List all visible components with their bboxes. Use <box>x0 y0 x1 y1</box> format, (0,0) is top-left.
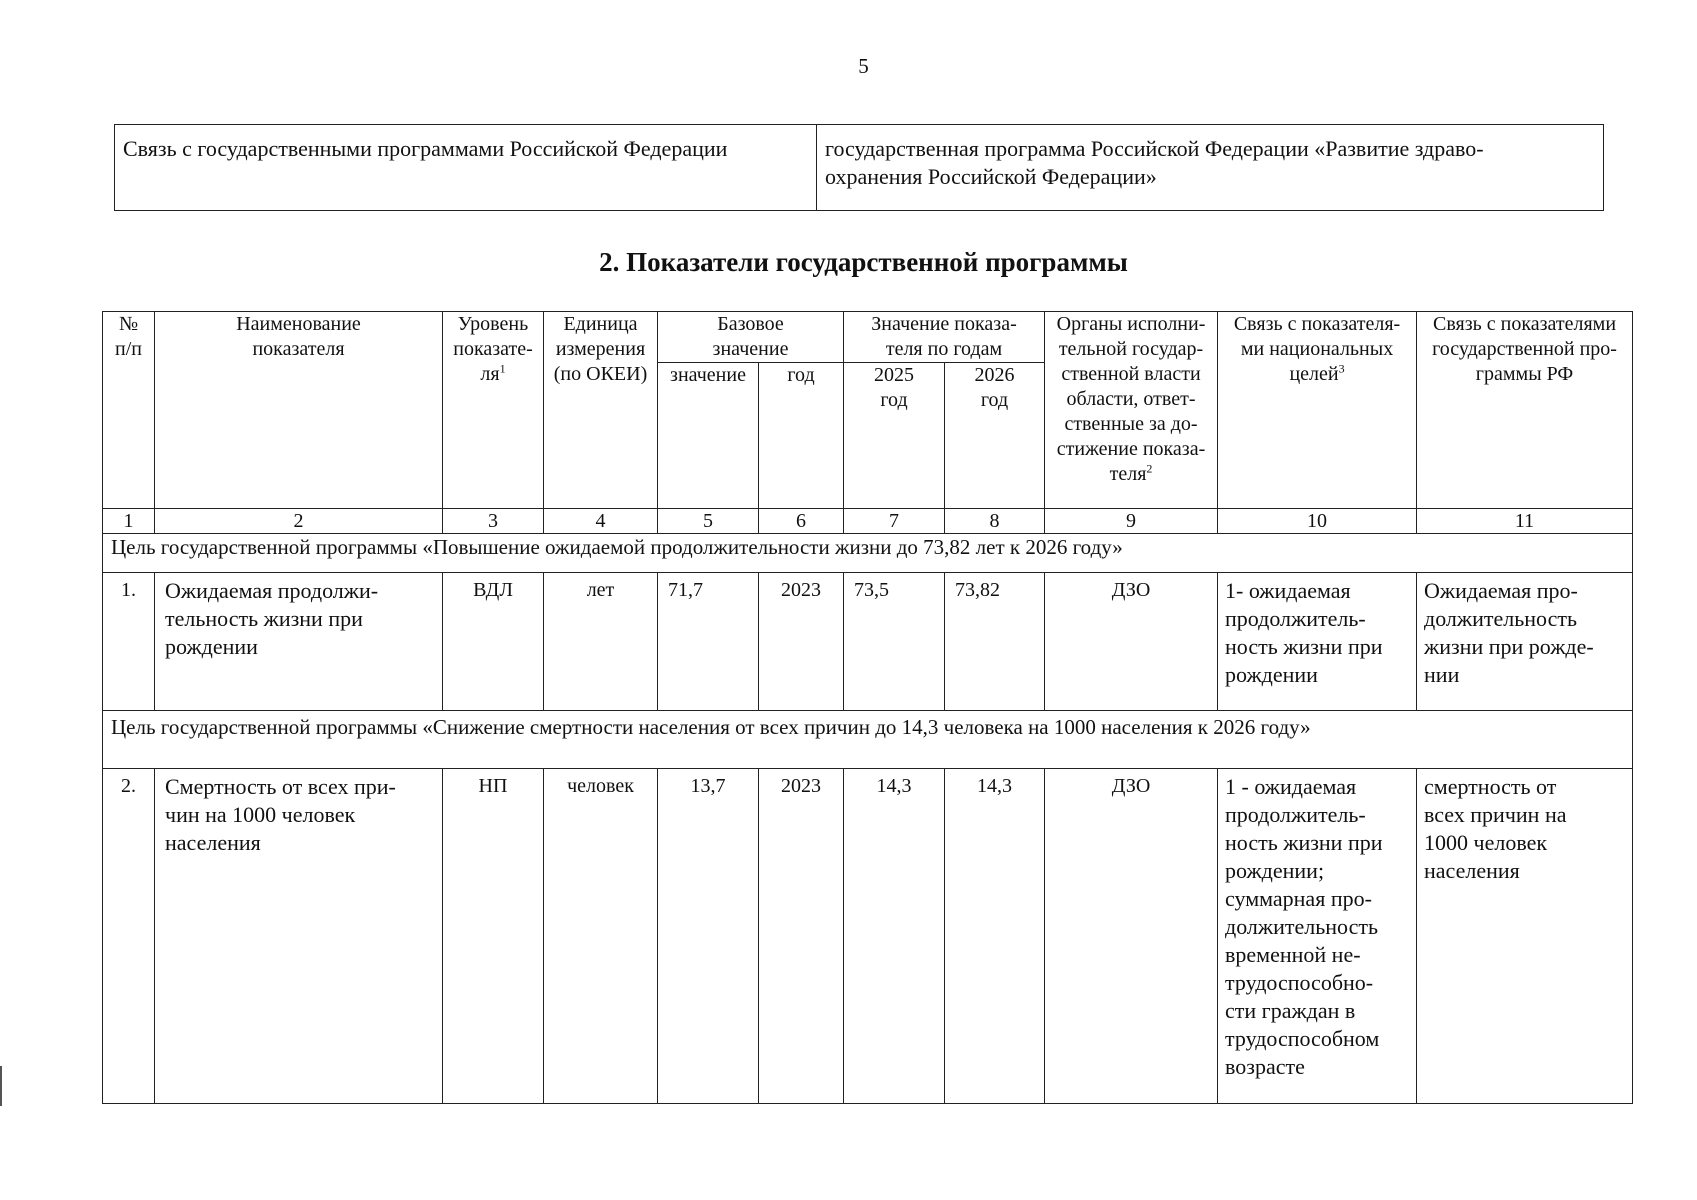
indicator-name: Смертность от всех при- чин на 1000 человек населения <box>155 769 443 1104</box>
footnote-1: 1 <box>499 361 506 376</box>
national-goal-link: 1 - ожидаемая продолжитель- ность жизни при рождении; суммарная про- должительность временной не- трудоспособно- сти граждан в трудоспособном возрасте <box>1218 769 1417 1104</box>
header-level: Уровень показате- $ля^1$ <box>443 312 544 509</box>
goal-1: Цель государственной программы «Повышение ожидаемой продолжительности жизни до 73,82 лет к 2026 году» <box>103 534 1633 573</box>
column-number: 10 <box>1218 509 1417 534</box>
table-row <box>103 769 1633 1104</box>
footnote-2: 2 <box>1146 461 1153 476</box>
indicator-level: НП <box>443 769 544 1104</box>
base-value: 13,7 <box>658 769 759 1104</box>
national-goal-link: 1- ожидаемая продолжитель- ность жизни при рождении <box>1218 573 1417 711</box>
indicators-table <box>102 311 1633 1104</box>
row-num: 1. <box>103 573 155 711</box>
base-value: 71,7 <box>658 573 759 711</box>
header-num: № п/п <box>103 312 155 509</box>
header-base-year: год <box>759 363 844 509</box>
indicator-unit: человек <box>544 769 658 1104</box>
header-name: Наименование показателя <box>155 312 443 509</box>
row-num: 2. <box>103 769 155 1104</box>
indicator-name: Ожидаемая продолжи- тельность жизни при рождении <box>155 573 443 711</box>
linkage-value: государственная программа Российской Федерации «Развитие здраво- охранения Российской Федерации» <box>817 125 1604 211</box>
rf-program-link: смертность от всех причин на 1000 человек населения <box>1417 769 1633 1104</box>
value-2025: 14,3 <box>844 769 945 1104</box>
page-number: 5 <box>858 54 869 78</box>
header-2025: 2025 год <box>844 363 945 509</box>
base-year: 2023 <box>759 769 844 1104</box>
rf-program-link: Ожидаемая про- должительность жизни при рожде- нии <box>1417 573 1633 711</box>
footnote-3: 3 <box>1338 361 1345 376</box>
header-rf-program: Связь с показателями государственной про- граммы РФ <box>1417 312 1633 509</box>
column-number: 5 <box>658 509 759 534</box>
value-2025: 73,5 <box>844 573 945 711</box>
responsible-body: ДЗО <box>1045 769 1218 1104</box>
column-number: 2 <box>155 509 443 534</box>
column-number: 7 <box>844 509 945 534</box>
value-2026: 73,82 <box>945 573 1045 711</box>
column-number: 4 <box>544 509 658 534</box>
header-unit: Единица измерения (по ОКЕИ) <box>544 312 658 509</box>
table-row <box>103 573 1633 711</box>
header-base-value: значение <box>658 363 759 509</box>
program-linkage-table <box>114 124 1604 211</box>
header-years: Значение показа- теля по годам <box>844 312 1045 363</box>
header-base: Базовое значение <box>658 312 844 363</box>
scan-margin-mark <box>0 1066 8 1106</box>
column-number: 3 <box>443 509 544 534</box>
goal-2: Цель государственной программы «Снижение смертности населения от всех причин до 14,3 человека на 1000 населения к 2026 году» <box>103 711 1633 769</box>
header-bodies: Органы исполни- тельной государ- ственной власти области, ответ- ственные за до- стижение показа- теля$^2$ <box>1045 312 1218 509</box>
linkage-label: Связь с государственными программами Российской Федерации <box>115 125 817 211</box>
column-number: 1 <box>103 509 155 534</box>
base-year: 2023 <box>759 573 844 711</box>
header-2026: 2026 год <box>945 363 1045 509</box>
column-number: 8 <box>945 509 1045 534</box>
column-number: 6 <box>759 509 844 534</box>
indicator-unit: лет <box>544 573 658 711</box>
column-number: 9 <box>1045 509 1218 534</box>
value-2026: 14,3 <box>945 769 1045 1104</box>
column-number: 11 <box>1417 509 1633 534</box>
indicator-level: ВДЛ <box>443 573 544 711</box>
section-title: 2. Показатели государственной программы <box>599 247 1128 277</box>
responsible-body: ДЗО <box>1045 573 1218 711</box>
header-national: Связь с показателя- ми национальных целей$^3$ <box>1218 312 1417 509</box>
